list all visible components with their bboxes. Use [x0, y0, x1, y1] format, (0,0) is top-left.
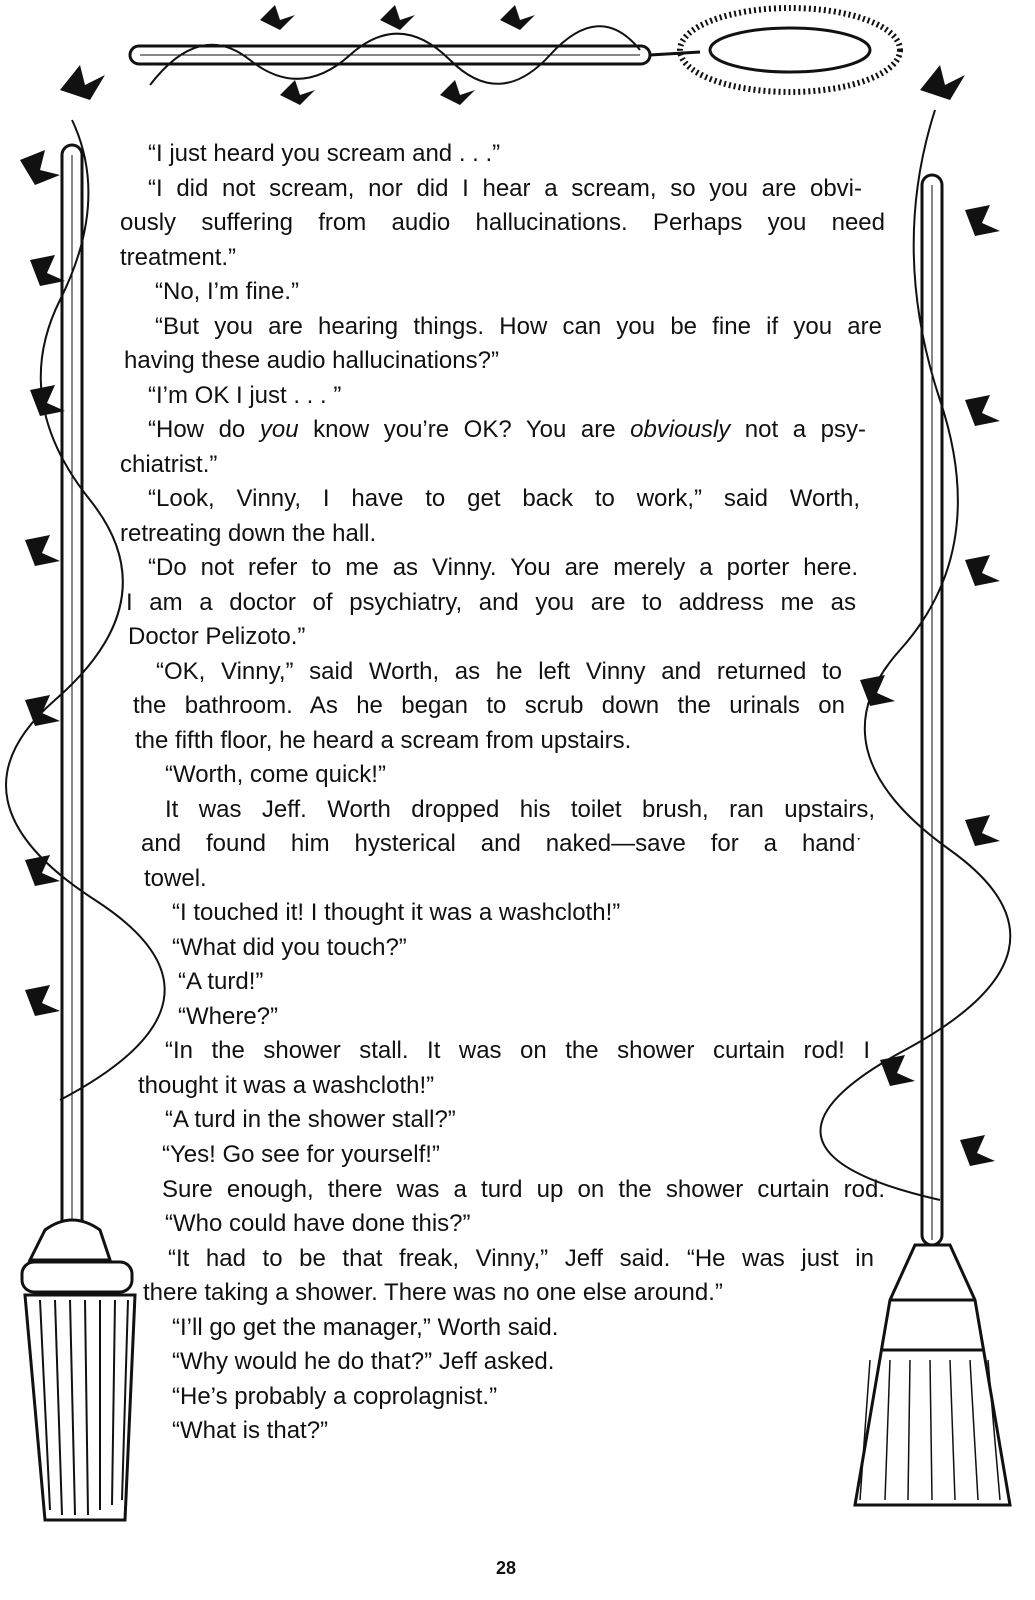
text-line: “I did not scream, nor did I hear a scream, so you are obvi-	[148, 175, 862, 202]
text-line: Sure enough, there was a turd up on the shower curtain rod.	[162, 1176, 885, 1203]
text-line: “Yes! Go see for yourself!”	[162, 1141, 440, 1168]
page-number: 28	[496, 1558, 517, 1578]
text-line: towel.	[144, 865, 207, 892]
text-line: “No, I’m fine.”	[155, 278, 300, 305]
text-line: “Do not refer to me as Vinny. You are merely a porter here.	[148, 554, 858, 581]
italic-run: obviously	[630, 416, 731, 443]
text-line: I am a doctor of psychiatry, and you are to address me as	[126, 589, 856, 616]
text-line: “He’s probably a coprolagnist.”	[172, 1383, 498, 1410]
text-line: there taking a shower. There was no one else around.”	[143, 1279, 723, 1306]
text-line: “I touched it! I thought it was a washcloth!”	[172, 899, 621, 926]
text-line: “OK, Vinny,” said Worth, as he left Vinny and returned to	[156, 658, 842, 685]
text-line: treatment.”	[120, 244, 237, 271]
text-line: the fifth floor, he heard a scream from upstairs.	[135, 727, 632, 754]
text-line: “Why would he do that?” Jeff asked.	[172, 1348, 555, 1375]
text-line: “A turd!”	[178, 968, 264, 995]
text-line: “Worth, come quick!”	[165, 761, 386, 788]
text-line: “Who could have done this?”	[165, 1210, 471, 1237]
text-line: thought it was a washcloth!”	[138, 1072, 435, 1099]
text-line: “What is that?”	[172, 1417, 329, 1444]
text-line: having these audio hallucinations?”	[124, 347, 499, 374]
text-line: “What did you touch?”	[172, 934, 407, 961]
text-run: not a psy-	[730, 416, 866, 443]
text-line: “I’m OK I just . . . ”	[148, 382, 342, 409]
text-line: and found him hysterical and naked—save for a handˑ	[141, 830, 862, 857]
text-line: It was Jeff. Worth dropped his toilet brush, ran upstairs,	[165, 796, 875, 823]
text-line: “I’ll go get the manager,” Worth said.	[172, 1314, 559, 1341]
italic-run: you	[259, 416, 299, 443]
text-run: know you’re OK? You are	[298, 416, 631, 443]
text-line: “I just heard you scream and . . .”	[148, 140, 501, 167]
text-line: the bathroom. As he began to scrub down the urinals on	[133, 692, 845, 719]
text-line: Doctor Pelizoto.”	[128, 623, 306, 650]
text-line: “But you are hearing things. How can you be fine if you are	[155, 313, 882, 340]
text-line: “Where?”	[178, 1003, 279, 1030]
text-line	[148, 415, 866, 445]
text-line: ously suffering from audio hallucinations. Perhaps you need	[120, 209, 885, 236]
text-run: “How do	[148, 416, 260, 443]
text-line: retreating down the hall.	[120, 520, 377, 547]
text-line: “Look, Vinny, I have to get back to work,” said Worth,	[148, 485, 860, 512]
text-line: “A turd in the shower stall?”	[165, 1106, 456, 1133]
text-line: chiatrist.”	[120, 451, 218, 478]
text-line: “In the shower stall. It was on the shower curtain rod! I	[165, 1037, 870, 1064]
text-line: “It had to be that freak, Vinny,” Jeff said. “He was just in	[168, 1245, 874, 1272]
